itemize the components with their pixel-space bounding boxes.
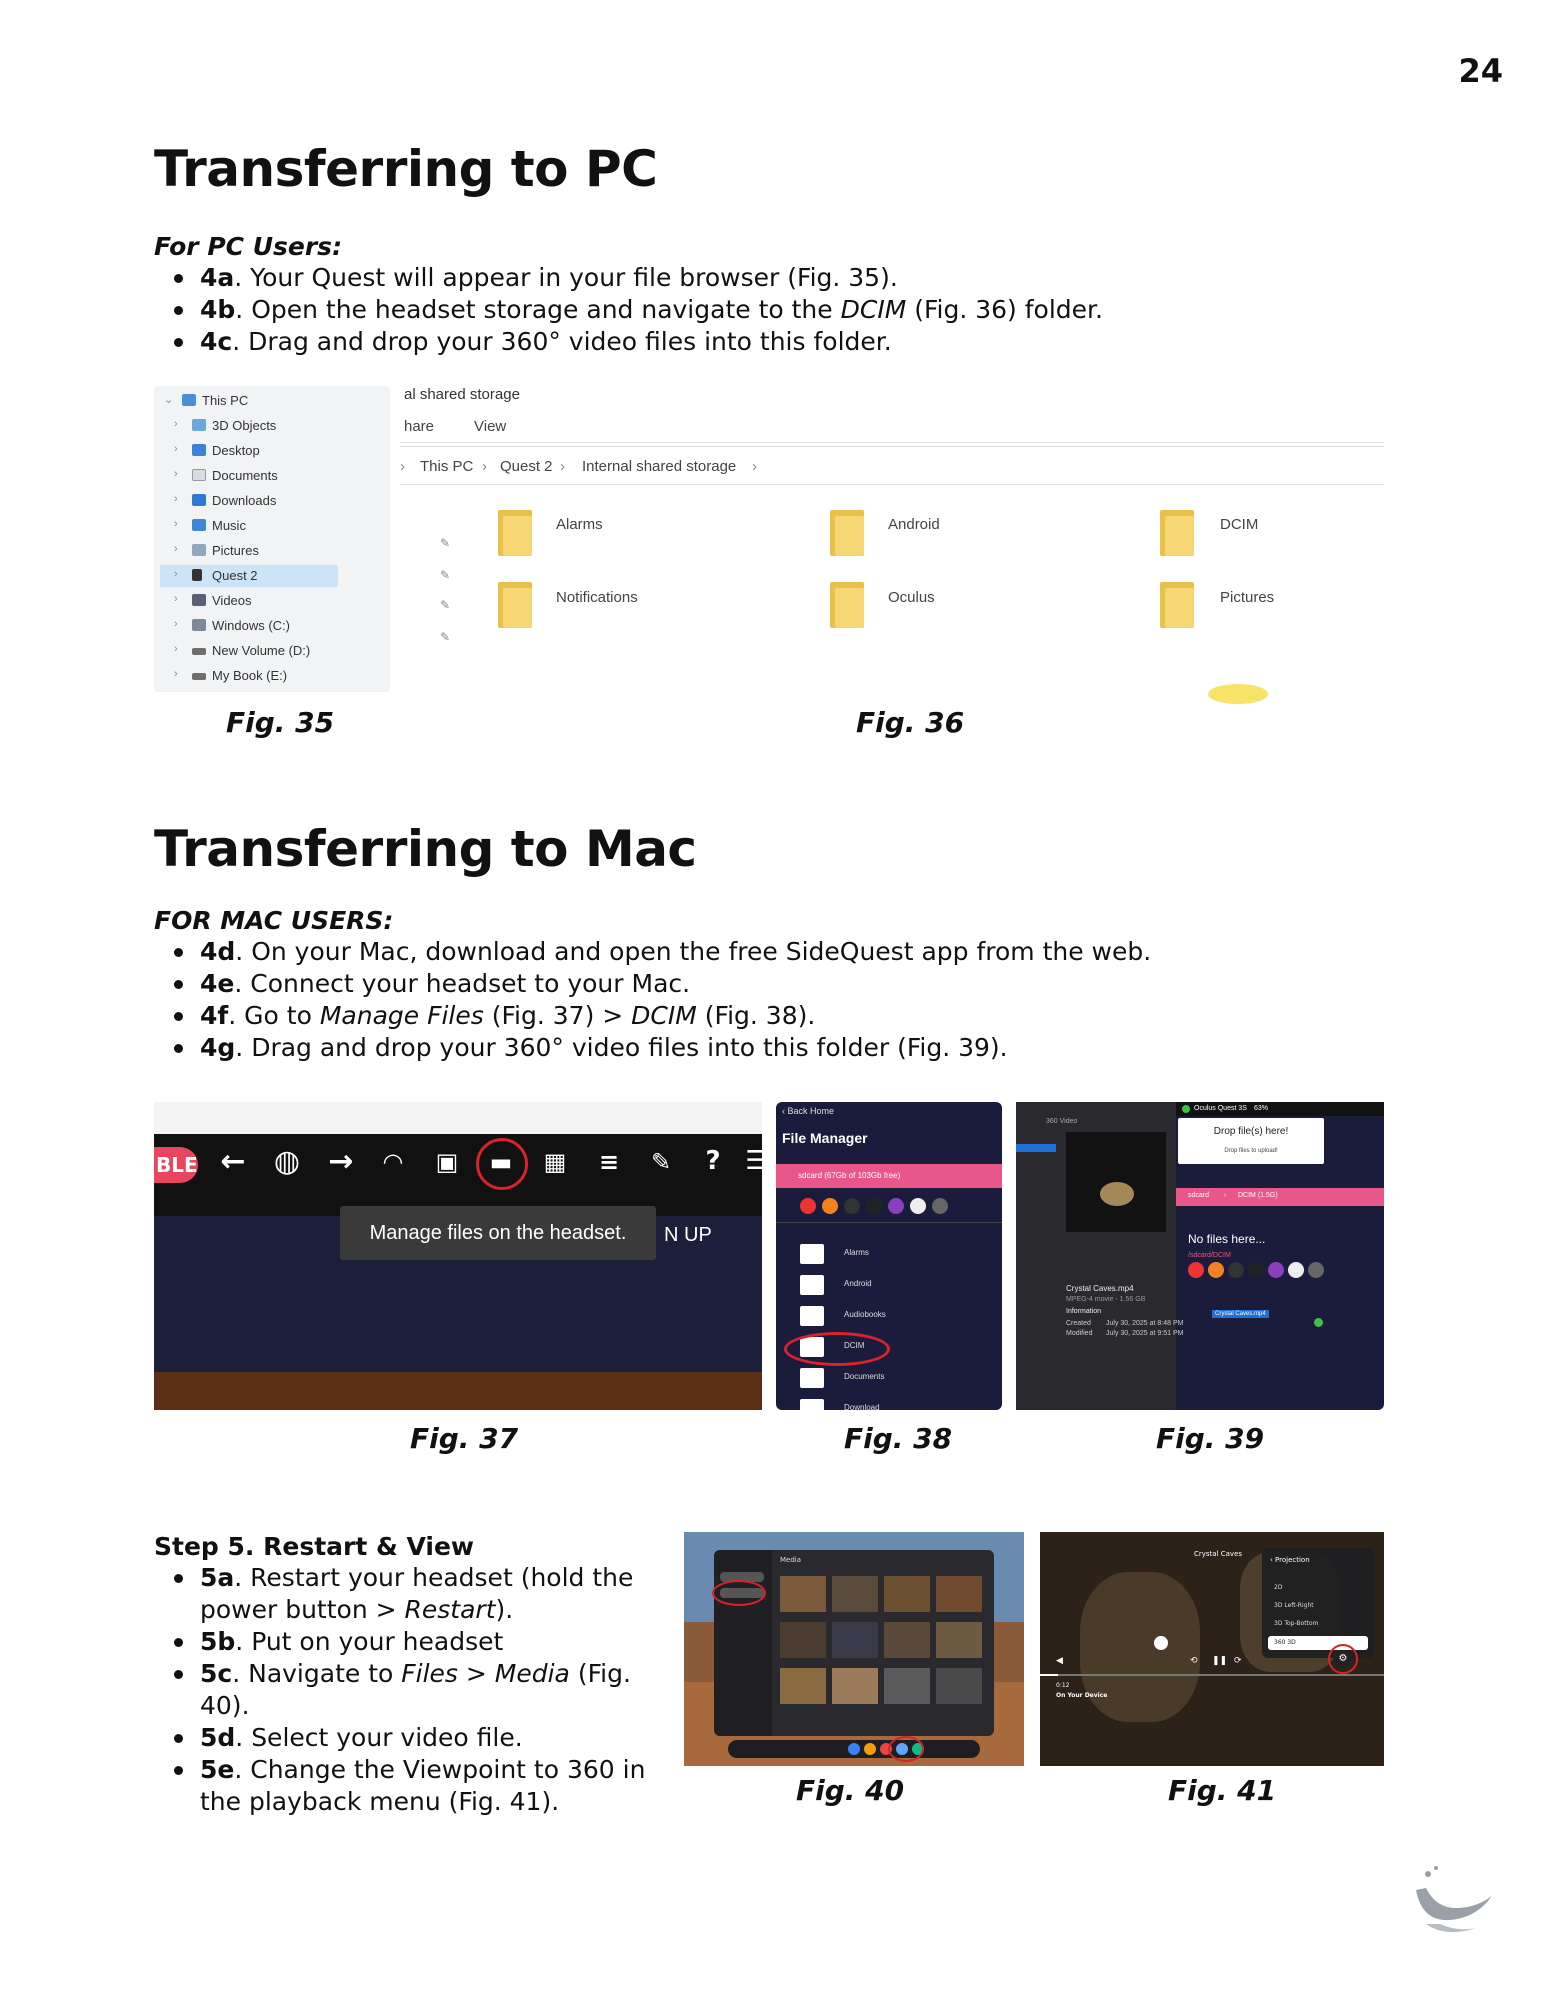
bottom-strip	[154, 1372, 762, 1410]
media-thumbnail[interactable]	[936, 1668, 982, 1704]
option-3d-left-right[interactable]: 3D Left-Right	[1274, 1602, 1314, 1609]
trailing-label: N UP	[664, 1224, 712, 1246]
step-4b: 4b. Open the headset storage and navigate to the DCIM (Fig. 36) folder.	[154, 294, 1103, 326]
breadcrumb-separator: ›	[560, 458, 565, 475]
window-title: al shared storage	[404, 386, 520, 403]
back-arrow-icon[interactable]: ←	[220, 1144, 246, 1179]
created-value: July 30, 2025 at 8:48 PM	[1106, 1320, 1184, 1327]
globe-icon[interactable]: ◍	[273, 1144, 301, 1179]
fig35-caption: Fig. 35	[226, 706, 335, 739]
divider	[400, 442, 1384, 443]
sidebar-selection	[1016, 1144, 1056, 1152]
step-4e: 4e. Connect your headset to your Mac.	[154, 968, 1151, 1000]
fig38-file-manager: ‹ Back Home File Manager sdcard (67Gb of 103Gb free) Alarms Android Audiobooks DCIM Documents Download	[776, 1102, 1002, 1410]
mac-section-title: Transferring to Mac	[154, 820, 697, 878]
step-5b: 5b. Put on your headset	[154, 1626, 674, 1658]
folder-icon[interactable]	[498, 510, 532, 556]
media-title: Media	[780, 1556, 802, 1564]
step-4c: 4c. Drag and drop your 360° video files into this folder.	[154, 326, 1103, 358]
folder-icon[interactable]	[498, 582, 532, 628]
back-home-link[interactable]: ‹ Back Home	[782, 1106, 835, 1116]
media-thumbnail[interactable]	[936, 1622, 982, 1658]
divider	[400, 446, 1384, 447]
created-label: Created	[1066, 1320, 1091, 1327]
folder-alarms[interactable]: Alarms	[556, 516, 603, 533]
step-4d: 4d. On your Mac, download and open the free SideQuest app from the web.	[154, 936, 1151, 968]
folder-icon	[800, 1275, 824, 1295]
device-icon	[192, 569, 202, 581]
media-thumbnail[interactable]	[884, 1576, 930, 1612]
highlight-circle	[1328, 1644, 1358, 1674]
fig39-drag-drop	[1016, 1102, 1384, 1410]
folder-android[interactable]: Android	[888, 516, 940, 533]
drive-icon	[192, 619, 206, 631]
media-thumbnail[interactable]	[780, 1668, 826, 1704]
document-icon	[192, 469, 206, 481]
app-icon[interactable]	[1248, 1262, 1264, 1278]
modified-label: Modified	[1066, 1330, 1093, 1337]
mac-steps-list	[154, 936, 1151, 1064]
rewind-icon[interactable]: ⟲	[1190, 1656, 1198, 1666]
fig40-caption: Fig. 40	[796, 1774, 905, 1807]
media-thumbnail[interactable]	[780, 1576, 826, 1612]
fig36-explorer-contents	[400, 386, 1384, 692]
time-elapsed: 0:12	[1056, 1682, 1070, 1689]
option-2d[interactable]: 2D	[1274, 1584, 1283, 1591]
option-3d-top-bottom[interactable]: 3D Top-Bottom	[1274, 1620, 1319, 1627]
chevron-right-icon: ›	[174, 518, 178, 530]
fig37-caption: Fig. 37	[410, 1422, 519, 1455]
app-icon[interactable]	[1228, 1262, 1244, 1278]
option-360-3d[interactable]: 360 3D	[1268, 1636, 1368, 1650]
video-thumbnail[interactable]	[1066, 1132, 1166, 1232]
page-number: 24	[1458, 52, 1503, 90]
mac-subtitle: FOR MAC USERS:	[154, 906, 394, 935]
step-5d: 5d. Select your video file.	[154, 1722, 674, 1754]
fig39-caption: Fig. 39	[1156, 1422, 1265, 1455]
app-icon[interactable]	[1188, 1262, 1204, 1278]
device-name: Oculus Quest 3S	[1194, 1105, 1247, 1112]
media-thumbnail[interactable]	[832, 1622, 878, 1658]
breadcrumb-chevron: ›	[752, 458, 757, 475]
computer-icon	[182, 394, 196, 406]
cube-icon	[192, 419, 206, 431]
folder-icon[interactable]	[1160, 582, 1194, 628]
path-bar[interactable]: sdcard › DCIM (1.5G)	[1176, 1188, 1384, 1206]
archive-icon[interactable]: ▣	[435, 1148, 459, 1176]
progress-track[interactable]	[1040, 1674, 1384, 1676]
modified-value: July 30, 2025 at 9:51 PM	[1106, 1330, 1184, 1337]
chevron-right-icon: ›	[174, 668, 178, 680]
tree-item-quest-2[interactable]: › Quest 2	[160, 565, 338, 587]
step5-title: Step 5. Restart & View	[154, 1532, 475, 1561]
menu-icon[interactable]: ☰	[745, 1146, 769, 1176]
chevron-right-icon: ›	[174, 493, 178, 505]
step-5e: 5e. Change the Viewpoint to 360 in the playback menu (Fig. 41).	[154, 1754, 674, 1818]
settings-gear-icon[interactable]: ⚙	[1334, 1650, 1352, 1668]
connected-indicator	[1182, 1105, 1190, 1113]
app-icon[interactable]	[864, 1743, 876, 1755]
pin-icon: ✎	[440, 598, 451, 612]
chevron-right-icon: ›	[174, 468, 178, 480]
pause-icon[interactable]: ❚❚	[1212, 1656, 1228, 1666]
folder-manage-icon[interactable]: ▬	[489, 1148, 513, 1176]
info-heading: Information	[1066, 1308, 1102, 1315]
fig36-caption: Fig. 36	[856, 706, 965, 739]
app-icon[interactable]	[822, 1198, 838, 1214]
media-thumbnail[interactable]	[832, 1576, 878, 1612]
app-icon[interactable]	[1288, 1262, 1304, 1278]
media-thumbnail[interactable]	[780, 1622, 826, 1658]
thumbnail-glow	[1100, 1182, 1134, 1206]
wifi-icon[interactable]: ◠	[383, 1148, 403, 1176]
breadcrumb-separator: ›	[482, 458, 487, 475]
folder-oculus[interactable]: Oculus	[888, 589, 935, 606]
pc-section-title: Transferring to PC	[154, 140, 658, 198]
dragged-file[interactable]: Crystal Caves.mp4	[1212, 1310, 1269, 1318]
download-icon	[192, 494, 206, 506]
folder-icon[interactable]	[830, 582, 864, 628]
menu-view[interactable]: View	[474, 418, 507, 435]
folder-icon[interactable]	[1160, 510, 1194, 556]
pin-icon: ✎	[440, 536, 451, 550]
volume-icon[interactable]: ◀	[1056, 1656, 1063, 1666]
dock-bar	[728, 1740, 980, 1758]
pc-subtitle: For PC Users:	[154, 232, 343, 261]
battery: 63%	[1254, 1105, 1269, 1112]
partial-folder-icon	[1208, 684, 1268, 704]
file-meta: MPEG-4 movie - 1.56 GB	[1066, 1296, 1146, 1303]
step-5a: 5a. Restart your headset (hold the power button > Restart).	[154, 1562, 674, 1626]
projection-menu	[1262, 1548, 1374, 1658]
picture-icon	[192, 544, 206, 556]
folder-icon[interactable]	[830, 510, 864, 556]
drive-icon	[192, 673, 206, 680]
breadcrumb-quest-2[interactable]: Quest 2	[500, 458, 553, 475]
cave-rock	[1080, 1572, 1200, 1722]
pin-icon: ✎	[440, 630, 451, 644]
folder-icon	[800, 1368, 824, 1388]
app-icon[interactable]	[888, 1198, 904, 1214]
projection-title: ‹ Projection	[1270, 1556, 1310, 1564]
progress-fill	[1040, 1674, 1058, 1676]
media-thumbnail[interactable]	[884, 1622, 930, 1658]
media-thumbnail[interactable]	[832, 1668, 878, 1704]
help-icon[interactable]: ?	[705, 1146, 721, 1176]
app-icon[interactable]	[1268, 1262, 1284, 1278]
highlight-circle	[784, 1332, 890, 1366]
folder-pictures[interactable]: Pictures	[1220, 589, 1275, 606]
desktop-icon	[192, 444, 206, 456]
app-icon[interactable]	[844, 1198, 860, 1214]
finder-video-label: 360 Video	[1046, 1118, 1078, 1125]
pin-icon: ✎	[440, 568, 451, 582]
storage-bar[interactable]: sdcard (67Gb of 103Gb free)	[776, 1164, 1002, 1188]
step-4a: 4a. Your Quest will appear in your file browser (Fig. 35).	[154, 262, 1103, 294]
app-icon[interactable]	[800, 1198, 816, 1214]
video-title: Crystal Caves	[1194, 1550, 1243, 1558]
chevron-right-icon: ›	[174, 543, 178, 555]
list-check-icon[interactable]: ≡	[598, 1148, 620, 1176]
step5-list	[154, 1562, 674, 1818]
chevron-right-icon: ›	[174, 618, 178, 630]
brand-logo-icon	[1406, 1862, 1496, 1942]
chevron-down-icon: ⌄	[164, 394, 174, 406]
fig40-media-library	[684, 1532, 1024, 1766]
breadcrumb-internal-storage[interactable]: Internal shared storage	[582, 458, 737, 475]
media-thumbnail[interactable]	[884, 1668, 930, 1704]
file-name: Crystal Caves.mp4	[1066, 1284, 1134, 1293]
tooltip: Manage files on the headset.	[340, 1206, 656, 1260]
folder-icon	[800, 1244, 824, 1264]
top-bar	[154, 1102, 762, 1134]
breadcrumb-this-pc[interactable]: This PC	[420, 458, 474, 475]
highlight-circle	[712, 1580, 766, 1606]
subpath: /sdcard/DCIM	[1188, 1252, 1231, 1259]
highlight-circle	[476, 1138, 528, 1190]
media-window	[714, 1550, 994, 1736]
step-4g: 4g. Drag and drop your 360° video files into this folder (Fig. 39).	[154, 1032, 1151, 1064]
wrench-icon[interactable]: ✎	[650, 1148, 672, 1176]
app-icon[interactable]	[1308, 1262, 1324, 1278]
folder-notifications[interactable]: Notifications	[556, 589, 638, 606]
app-icon[interactable]	[932, 1198, 948, 1214]
file-manager-title: File Manager	[782, 1130, 868, 1146]
video-icon	[192, 594, 206, 606]
chevron-right-icon: ›	[174, 568, 178, 580]
step-5c: 5c. Navigate to Files > Media (Fig. 40).	[154, 1658, 674, 1722]
music-icon	[192, 519, 206, 531]
app-icon[interactable]	[910, 1198, 926, 1214]
folder-icon	[800, 1399, 824, 1419]
divider	[776, 1222, 1002, 1223]
chevron-right-icon: ›	[174, 443, 178, 455]
badge[interactable]: BLE	[154, 1147, 198, 1183]
fig35-explorer-tree: ⌄ This PC › 3D Objects › Desktop › Documents › Downloads › Music › Pictures › Quest 2 › Videos › Windows (C:) › New Volume (D:) › My Book (E:)	[154, 386, 390, 692]
divider	[400, 484, 1384, 485]
app-icon[interactable]	[848, 1743, 860, 1755]
step-4f: 4f. Go to Manage Files (Fig. 37) > DCIM (Fig. 38).	[154, 1000, 1151, 1032]
menu-share[interactable]: hare	[404, 418, 435, 435]
app-icon[interactable]	[1208, 1262, 1224, 1278]
chevron-right-icon: ›	[174, 643, 178, 655]
chevron-left-icon: ‹	[782, 1106, 788, 1116]
chevron-right-icon: ›	[174, 418, 178, 430]
fig37-sidequest-toolbar	[154, 1102, 769, 1410]
empty-message: No files here...	[1188, 1232, 1266, 1246]
on-device-label: On Your Device	[1056, 1692, 1108, 1699]
forward-arrow-icon[interactable]: →	[328, 1144, 354, 1179]
fig41-caption: Fig. 41	[1168, 1774, 1277, 1807]
highlight-circle	[888, 1736, 924, 1762]
grid-icon[interactable]: ▦	[543, 1148, 567, 1176]
drive-icon	[192, 648, 206, 655]
forward-icon[interactable]: ⟳	[1234, 1656, 1242, 1666]
breadcrumb-chevron: ›	[400, 458, 405, 475]
fig38-caption: Fig. 38	[844, 1422, 953, 1455]
drop-zone[interactable]: Drop file(s) here! Drop files to upload!	[1178, 1118, 1324, 1164]
folder-dcim[interactable]: DCIM	[1220, 516, 1259, 533]
folder-icon	[800, 1306, 824, 1326]
app-icon[interactable]	[866, 1198, 882, 1214]
chevron-left-icon: ‹	[1270, 1556, 1276, 1564]
add-icon	[1314, 1318, 1323, 1327]
pc-steps-list	[154, 262, 1103, 358]
media-thumbnail[interactable]	[936, 1576, 982, 1612]
chevron-right-icon: ›	[174, 593, 178, 605]
play-icon[interactable]	[1154, 1636, 1168, 1650]
fig41-playback-menu	[1040, 1532, 1384, 1766]
